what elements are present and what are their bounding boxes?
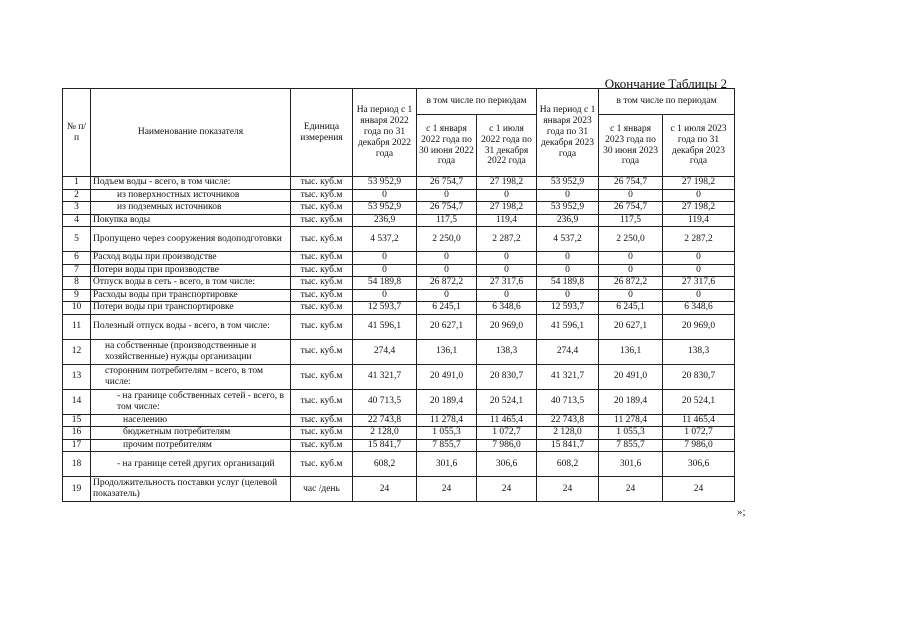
value-cell: 15 841,7	[353, 439, 417, 452]
table-row	[63, 314, 735, 339]
value-cell: 27 198,2	[663, 202, 735, 215]
value-cell: 608,2	[537, 452, 599, 477]
row-number: 3	[63, 202, 91, 215]
row-number: 11	[63, 314, 91, 339]
value-cell: 119,4	[477, 214, 537, 227]
row-number: 16	[63, 427, 91, 440]
value-cell: 11 278,4	[417, 414, 477, 427]
value-cell: 26 754,7	[599, 202, 663, 215]
value-cell: 1 072,7	[477, 427, 537, 440]
row-number: 9	[63, 289, 91, 302]
table-row	[63, 302, 735, 315]
value-cell: 20 969,0	[477, 314, 537, 339]
value-cell: 54 189,8	[353, 277, 417, 290]
value-cell: 20 524,1	[477, 389, 537, 414]
value-cell: 41 321,7	[353, 364, 417, 389]
value-cell: 0	[353, 189, 417, 202]
value-cell: 12 593,7	[353, 302, 417, 315]
value-cell: 6 348,6	[663, 302, 735, 315]
value-cell: 0	[599, 264, 663, 277]
value-cell: 301,6	[599, 452, 663, 477]
indicator-name: Покупка воды	[91, 214, 291, 227]
header-h1-2023: с 1 января 2023 года по 30 июня 2023 года	[599, 115, 663, 177]
unit: тыс. куб.м	[291, 427, 353, 440]
value-cell: 4 537,2	[537, 227, 599, 252]
value-cell: 7 855,7	[417, 439, 477, 452]
value-cell: 0	[599, 252, 663, 265]
value-cell: 6 245,1	[599, 302, 663, 315]
header-name: Наименование показателя	[91, 89, 291, 177]
value-cell: 1 055,3	[417, 427, 477, 440]
value-cell: 0	[663, 289, 735, 302]
value-cell: 1 072,7	[663, 427, 735, 440]
value-cell: 27 198,2	[477, 177, 537, 190]
value-cell: 24	[663, 477, 735, 502]
value-cell: 0	[663, 264, 735, 277]
value-cell: 41 596,1	[353, 314, 417, 339]
value-cell: 11 278,4	[599, 414, 663, 427]
value-cell: 0	[537, 252, 599, 265]
value-cell: 0	[353, 252, 417, 265]
unit: тыс. куб.м	[291, 439, 353, 452]
table-row	[63, 177, 735, 190]
header-unit: Единица измерения	[291, 89, 353, 177]
row-number: 5	[63, 227, 91, 252]
value-cell: 236,9	[353, 214, 417, 227]
table-row	[63, 202, 735, 215]
indicator-name: - на границе собственных сетей - всего, в том числе:	[91, 389, 291, 414]
value-cell: 0	[599, 289, 663, 302]
table-row	[63, 452, 735, 477]
table-row	[63, 252, 735, 265]
indicator-name: Расходы воды при транспортировке	[91, 289, 291, 302]
row-number: 19	[63, 477, 91, 502]
value-cell: 0	[417, 289, 477, 302]
value-cell: 0	[537, 189, 599, 202]
value-cell: 53 952,9	[353, 202, 417, 215]
row-number: 2	[63, 189, 91, 202]
header-h2-2022: с 1 июля 2022 года по 31 декабря 2022 года	[477, 115, 537, 177]
indicator-name: Полезный отпуск воды - всего, в том числе:	[91, 314, 291, 339]
value-cell: 12 593,7	[537, 302, 599, 315]
row-number: 1	[63, 177, 91, 190]
value-cell: 0	[417, 264, 477, 277]
indicator-name: Пропущено через сооружения водоподготовки	[91, 227, 291, 252]
value-cell: 7 986,0	[477, 439, 537, 452]
indicator-name: населению	[91, 414, 291, 427]
value-cell: 26 872,2	[599, 277, 663, 290]
table-row	[63, 277, 735, 290]
value-cell: 20 830,7	[477, 364, 537, 389]
unit: час /день	[291, 477, 353, 502]
value-cell: 41 596,1	[537, 314, 599, 339]
value-cell: 136,1	[599, 339, 663, 364]
value-cell: 24	[353, 477, 417, 502]
table-caption: Окончание Таблицы 2	[604, 76, 727, 91]
value-cell: 24	[537, 477, 599, 502]
value-cell: 274,4	[353, 339, 417, 364]
unit: тыс. куб.м	[291, 189, 353, 202]
indicator-name: Расход воды при производстве	[91, 252, 291, 265]
row-number: 13	[63, 364, 91, 389]
value-cell: 40 713,5	[353, 389, 417, 414]
value-cell: 2 128,0	[537, 427, 599, 440]
unit: тыс. куб.м	[291, 264, 353, 277]
value-cell: 274,4	[537, 339, 599, 364]
header-period-2022: На период с 1 января 2022 года по 31 декабря 2022 года	[353, 89, 417, 177]
value-cell: 2 250,0	[417, 227, 477, 252]
value-cell: 1 055,3	[599, 427, 663, 440]
value-cell: 40 713,5	[537, 389, 599, 414]
value-cell: 6 245,1	[417, 302, 477, 315]
unit: тыс. куб.м	[291, 289, 353, 302]
value-cell: 6 348,6	[477, 302, 537, 315]
value-cell: 53 952,9	[537, 202, 599, 215]
row-number: 17	[63, 439, 91, 452]
row-number: 18	[63, 452, 91, 477]
value-cell: 2 250,0	[599, 227, 663, 252]
value-cell: 0	[663, 252, 735, 265]
row-number: 10	[63, 302, 91, 315]
value-cell: 27 317,6	[663, 277, 735, 290]
value-cell: 20 627,1	[599, 314, 663, 339]
value-cell: 0	[353, 264, 417, 277]
header-h1-2022: с 1 января 2022 года по 30 июня 2022 года	[417, 115, 477, 177]
value-cell: 0	[477, 189, 537, 202]
value-cell: 26 872,2	[417, 277, 477, 290]
value-cell: 0	[417, 189, 477, 202]
water-balance-table	[62, 88, 735, 502]
row-number: 7	[63, 264, 91, 277]
table-row	[63, 339, 735, 364]
unit: тыс. куб.м	[291, 339, 353, 364]
value-cell: 26 754,7	[599, 177, 663, 190]
value-cell: 0	[477, 252, 537, 265]
unit: тыс. куб.м	[291, 414, 353, 427]
indicator-name: прочим потребителям	[91, 439, 291, 452]
table-row	[63, 439, 735, 452]
table-row	[63, 264, 735, 277]
value-cell: 306,6	[477, 452, 537, 477]
value-cell: 7 855,7	[599, 439, 663, 452]
value-cell: 0	[599, 189, 663, 202]
value-cell: 136,1	[417, 339, 477, 364]
indicator-name: Подъем воды - всего, в том числе:	[91, 177, 291, 190]
indicator-name: Потери воды при производстве	[91, 264, 291, 277]
row-number: 12	[63, 339, 91, 364]
unit: тыс. куб.м	[291, 302, 353, 315]
row-number: 4	[63, 214, 91, 227]
value-cell: 20 969,0	[663, 314, 735, 339]
value-cell: 20 524,1	[663, 389, 735, 414]
table-row	[63, 389, 735, 414]
indicator-name: на собственные (производственные и хозяйственные) нужды организации	[91, 339, 291, 364]
value-cell: 4 537,2	[353, 227, 417, 252]
table-row	[63, 414, 735, 427]
row-number: 8	[63, 277, 91, 290]
value-cell: 26 754,7	[417, 177, 477, 190]
header-num: № п/п	[63, 89, 91, 177]
unit: тыс. куб.м	[291, 277, 353, 290]
value-cell: 20 189,4	[599, 389, 663, 414]
value-cell: 0	[477, 289, 537, 302]
value-cell: 53 952,9	[537, 177, 599, 190]
indicator-name: из поверхностных источников	[91, 189, 291, 202]
unit: тыс. куб.м	[291, 177, 353, 190]
value-cell: 22 743,8	[353, 414, 417, 427]
value-cell: 0	[417, 252, 477, 265]
value-cell: 15 841,7	[537, 439, 599, 452]
value-cell: 41 321,7	[537, 364, 599, 389]
value-cell: 119,4	[663, 214, 735, 227]
closing-quote: »;	[737, 506, 746, 518]
unit: тыс. куб.м	[291, 389, 353, 414]
table-row	[63, 427, 735, 440]
value-cell: 306,6	[663, 452, 735, 477]
indicator-name: Продолжительность поставки услуг (целевой показатель)	[91, 477, 291, 502]
value-cell: 608,2	[353, 452, 417, 477]
value-cell: 138,3	[663, 339, 735, 364]
unit: тыс. куб.м	[291, 227, 353, 252]
indicator-name: - на границе сетей других организаций	[91, 452, 291, 477]
row-number: 15	[63, 414, 91, 427]
value-cell: 27 198,2	[663, 177, 735, 190]
value-cell: 2 287,2	[663, 227, 735, 252]
value-cell: 26 754,7	[417, 202, 477, 215]
table-row	[63, 364, 735, 389]
indicator-name: бюджетным потребителям	[91, 427, 291, 440]
unit: тыс. куб.м	[291, 214, 353, 227]
value-cell: 301,6	[417, 452, 477, 477]
value-cell: 0	[537, 264, 599, 277]
value-cell: 11 465,4	[477, 414, 537, 427]
row-number: 14	[63, 389, 91, 414]
value-cell: 117,5	[417, 214, 477, 227]
value-cell: 24	[477, 477, 537, 502]
value-cell: 2 128,0	[353, 427, 417, 440]
value-cell: 2 287,2	[477, 227, 537, 252]
value-cell: 20 189,4	[417, 389, 477, 414]
row-number: 6	[63, 252, 91, 265]
indicator-name: Потери воды при транспортировке	[91, 302, 291, 315]
value-cell: 53 952,9	[353, 177, 417, 190]
header-incl-2023: в том числе по периодам	[599, 89, 735, 115]
value-cell: 54 189,8	[537, 277, 599, 290]
unit: тыс. куб.м	[291, 364, 353, 389]
table-row	[63, 189, 735, 202]
table-row	[63, 227, 735, 252]
table-row	[63, 289, 735, 302]
value-cell: 24	[599, 477, 663, 502]
value-cell: 117,5	[599, 214, 663, 227]
header-period-2023: На период с 1 января 2023 года по 31 декабря 2023 года	[537, 89, 599, 177]
value-cell: 20 491,0	[599, 364, 663, 389]
unit: тыс. куб.м	[291, 314, 353, 339]
value-cell: 0	[663, 189, 735, 202]
value-cell: 20 491,0	[417, 364, 477, 389]
indicator-name: Отпуск воды в сеть - всего, в том числе:	[91, 277, 291, 290]
value-cell: 27 317,6	[477, 277, 537, 290]
table-row	[63, 214, 735, 227]
indicator-name: из подземных источников	[91, 202, 291, 215]
value-cell: 24	[417, 477, 477, 502]
value-cell: 20 830,7	[663, 364, 735, 389]
unit: тыс. куб.м	[291, 202, 353, 215]
unit: тыс. куб.м	[291, 252, 353, 265]
value-cell: 11 465,4	[663, 414, 735, 427]
table-row	[63, 477, 735, 502]
indicator-name: сторонним потребителям - всего, в том числе:	[91, 364, 291, 389]
value-cell: 236,9	[537, 214, 599, 227]
value-cell: 138,3	[477, 339, 537, 364]
unit: тыс. куб.м	[291, 452, 353, 477]
value-cell: 7 986,0	[663, 439, 735, 452]
header-incl-2022: в том числе по периодам	[417, 89, 537, 115]
value-cell: 0	[353, 289, 417, 302]
value-cell: 0	[537, 289, 599, 302]
value-cell: 20 627,1	[417, 314, 477, 339]
value-cell: 22 743,8	[537, 414, 599, 427]
value-cell: 27 198,2	[477, 202, 537, 215]
header-h2-2023: с 1 июля 2023 года по 31 декабря 2023 года	[663, 115, 735, 177]
value-cell: 0	[477, 264, 537, 277]
